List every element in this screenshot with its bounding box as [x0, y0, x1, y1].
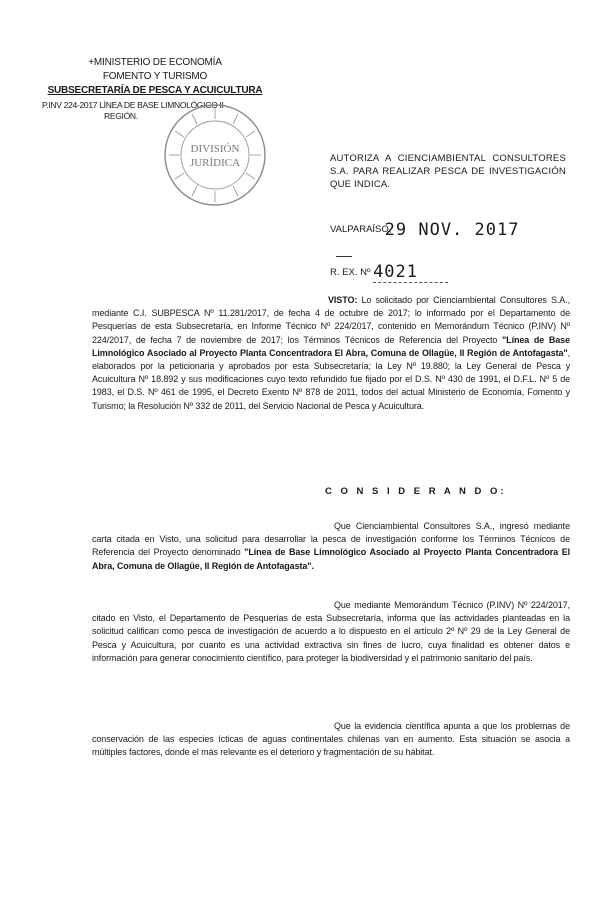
- subsecretariat-name: SUBSECRETARÍA DE PESCA Y ACUICULTURA: [47, 85, 263, 96]
- visto-label: VISTO:: [328, 295, 358, 305]
- stamp-text-line1: DIVISIÓN: [190, 143, 240, 155]
- considerando-1-text: Que Cienciambiental Consultores S.A., ingresó mediante carta citada en Visto, una solicitud para desarrollar la pesca de investigación conforme los Términos Técnicos de Referencia del Proyecto denominado: [92, 521, 570, 558]
- considerando-paragraph-1: [92, 520, 570, 573]
- visto-project-title: "Línea de Base Limnológico Asociado al Proyecto Planta Concentradora El Abra, Comuna de Ollagüe, II Región de Antofagasta": [92, 334, 570, 358]
- considerando-paragraph-3: Que la evidencia científica apunta a que los problemas de conservación de las especies ícticas de aguas continentales chilenas van en aumento. Esta situación se asocia a múltiples factores, donde el más relevante es el deterioro y fragmentación de su hábitat.: [92, 721, 570, 758]
- visto-paragraph: [92, 294, 570, 413]
- file-reference-line1: P.INV 224-2017 LÍNEA DE BASE LIMNOLÓGICO II: [42, 100, 224, 110]
- file-reference-line2: REGIÓN.: [104, 111, 138, 121]
- ministry-subname: FOMENTO Y TURISMO: [102, 71, 208, 82]
- considerando-paragraph-2: Que mediante Memorándum Técnico (P.INV) Nº 224/2017, citado en Visto, el Departamento de Pesquerías de esta Subsecretaría, informa que las actividades planteadas en la solicitud califican como pesca de investigación de acuerdo a lo dispuesto en el artículo 2º Nº 29 de la Ley General de Pesca y Acuicultura, por cuanto es una actividad extractiva sin fines de lucro, cuya finalidad es obtener datos e información para generar conocimiento científico, para proteger la biodiversidad y el patrimonio sanitario del país.: [92, 600, 570, 663]
- visto-text-1: Lo solicitado por Cienciambiental Consultores S.A., mediante C.I. SUBPESCA Nº 11.281/2017, de fecha 4 de octubre de 2017; lo informado por el Departamento de Pesquerías de esta Subsecretaría, en Informe Técnico Nº 224/2017, contenido en Memorándum Técnico (P.INV) Nº 224/2017, de fecha 7 de noviembre de 2017; los Términos Técnicos de Referencia del Proyecto: [92, 295, 570, 345]
- official-round-stamp-icon: [160, 100, 270, 210]
- divider: [336, 256, 352, 257]
- resolution-number-line: [330, 262, 448, 282]
- visto-text-2: , elaborados por la peticionaria y aprobados por esta Subsecretaría; la Ley Nº 19.880; la Ley General de Pesca y Acuicultura Nº 18.892 y sus modificaciones cuyo texto refundido fue fijado por el D.S. Nº 430 de 1991, el D.F.L. Nº 5 de 1983, el D.S. Nº 461 de 1995, el Decreto Exento Nº 878 de 2011, todos del actual Ministerio de Economía, Fomento y Turismo; la Resolución Nº 332 de 2011, del Servicio Nacional de Pesca y Acuicultura.: [92, 347, 570, 411]
- ministry-name: +MINISTERIO DE ECONOMÍA: [88, 57, 222, 68]
- resolution-subject: AUTORIZA A CIENCIAMBIENTAL CONSULTORES S.A. PARA REALIZAR PESCA DE INVESTIGACIÓN QUE INDICA.: [330, 153, 566, 190]
- date-line: [330, 220, 519, 240]
- date-place: VALPARAÍSO,: [330, 224, 392, 235]
- considerando-heading: C O N S I D E R A N D O:: [325, 486, 507, 497]
- date-stamp: 29 NOV. 2017: [384, 220, 520, 240]
- letterhead: [40, 56, 270, 121]
- resolution-label: R. EX. Nº: [330, 267, 371, 278]
- considerando-1-project-title: "Línea de Base Limnológico Asociado al Proyecto Planta Concentradora El Abra, Comuna de Ollagüe, II Región de Antofagasta".: [92, 547, 570, 571]
- resolution-number: 4021: [373, 262, 448, 283]
- stamp-text-line2: JURÍDICA: [189, 157, 241, 169]
